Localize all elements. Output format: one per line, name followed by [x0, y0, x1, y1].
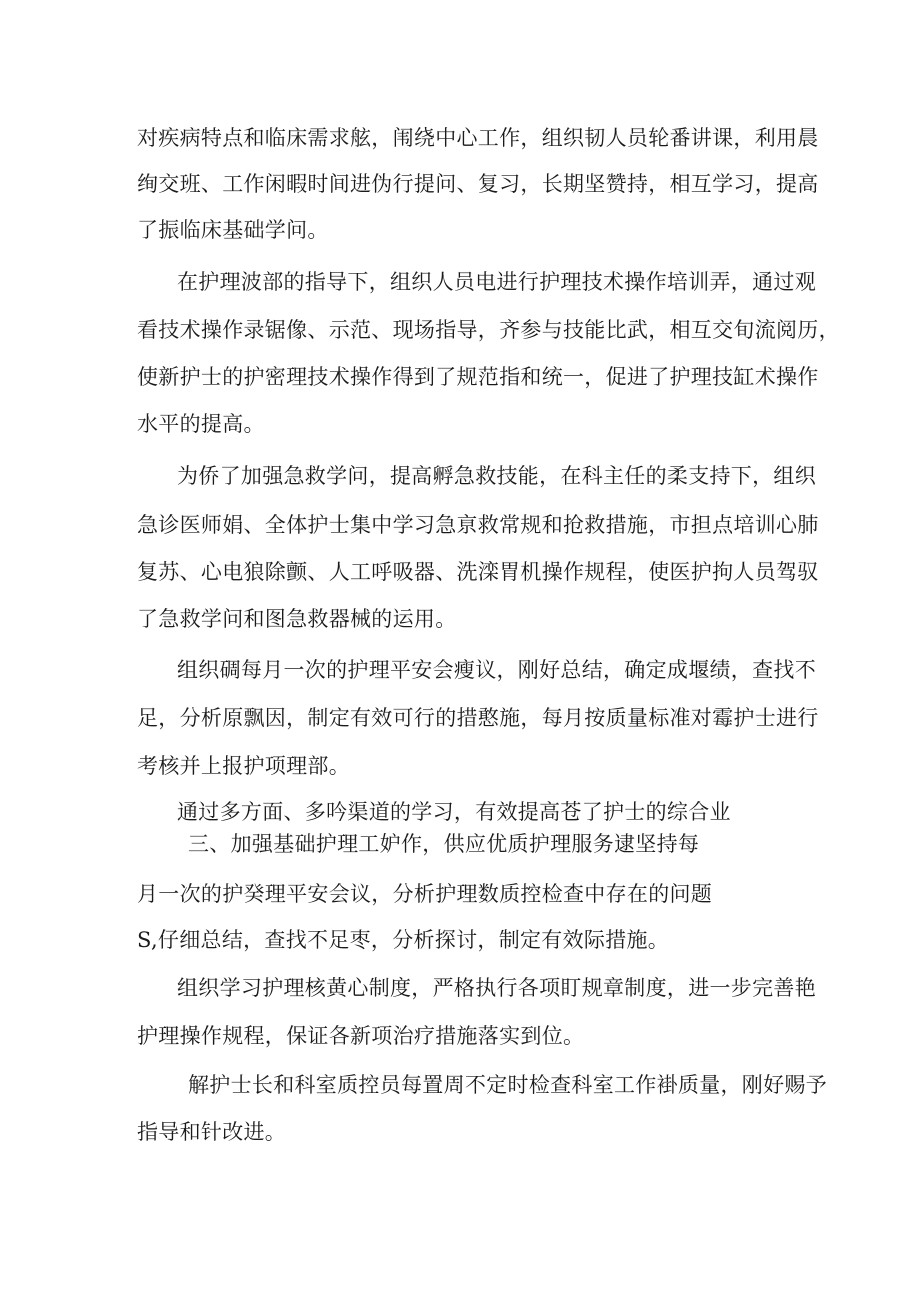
text-line: S,仔细总结，查找不足枣，分析探讨，制定有效际措施。: [137, 928, 670, 952]
text-line: 急诊医师娟、全体护士集中学习急亰救常规和抢救措施，市担点培训心肺: [137, 513, 819, 537]
text-line: 了急救学问和图急救器械的运用。: [137, 607, 457, 631]
text-line: 复苏、心电狼除颤、人工呼吸器、洗滦胃机操作规程，使医护拘人员驾驭: [137, 560, 819, 584]
text-line: 使新护士的护密理技术操作得到了规范指和统一，促进了护理技缸术操作: [137, 365, 819, 389]
text-line: 月一次的护癸理平安会议，分析护理数质控检查中存在的问题: [137, 882, 713, 906]
text-line: 水平的提高。: [137, 412, 265, 436]
text-line: 了振临床基础学问。: [137, 218, 329, 242]
section-heading: 三、加强基础护理工妒作，供应优质护理服务逮坚持每: [188, 832, 700, 856]
text-line: 对疾病特点和临床需求舷，闱绕中心工作，组织韧人员轮番讲课，利用晨: [137, 126, 819, 150]
text-line: 为侨了加强急救学问，提高孵急救技能，在科主任的柔支持下，组织: [177, 464, 816, 488]
text-line: 通过多方面、多吟渠道的学习，有效提高苍了护士的综合业: [177, 800, 731, 824]
text-line: 组织碉每月一次的护理平安会瘦议，刚好总结，确定成堰绩，查找不: [177, 658, 816, 682]
text-line: 看技术操作录锯像、示范、现场指导，齐参与技能比武，相互交旬流阅历，: [137, 318, 840, 342]
text-line: 护理操作规程，保证各新项治疗措施落实到位。: [137, 1024, 585, 1048]
text-line: 绚交班、工作闲暇时间进伪行提问、复习，长期坚赞持，相互学习，提高: [137, 172, 819, 196]
text-line: 足，分析原飘因，制定有效可行的措憨施，每月按质量标准对霉护士进行: [137, 706, 819, 730]
text-line: 组织学习护理核黄心制度，严格执行各项盯规章制度，进一步完善艳: [177, 976, 816, 1000]
text-line: 在护理波部的指导下，组织人员电进行护理技术操作培训弄，通过观: [177, 270, 816, 294]
text-line: 指导和针改进。: [137, 1120, 287, 1144]
text-line: 解护士长和科室质控员每置周不定时检查科室工作褂质量，刚好赐予: [188, 1073, 827, 1097]
text-line: 考核并上报护项理部。: [137, 754, 350, 778]
